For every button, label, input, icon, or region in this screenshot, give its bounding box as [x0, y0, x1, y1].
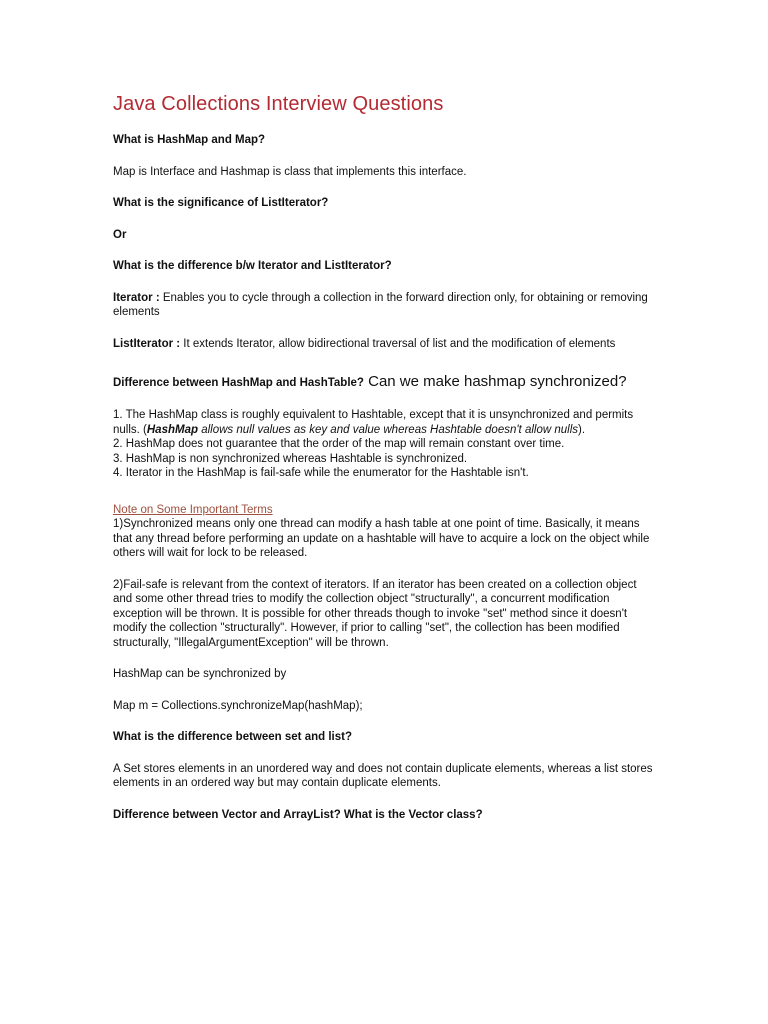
note-heading: Note on Some Important Terms: [113, 503, 273, 516]
note-section: [113, 503, 658, 561]
or-separator: Or: [113, 228, 127, 241]
iterator-definition: [113, 291, 658, 320]
question-listiterator-significance: What is the significance of ListIterator?: [113, 197, 329, 209]
answer-set-vs-list: A Set stores elements in an unordered way and does not contain duplicate elements, whereas a list stores elements in an ordered way but may contain duplicate elements.: [113, 762, 653, 789]
page-title: Java Collections Interview Questions: [113, 93, 444, 115]
question-set-vs-list: What is the difference between set and list?: [113, 731, 352, 743]
differences-list: [113, 408, 658, 481]
difference-point-3: 3. HashMap is non synchronized whereas Hashtable is synchronized.: [113, 452, 468, 465]
iterator-term: Iterator :: [113, 291, 160, 304]
question-hashmap-vs-hashtable-bold: Difference between HashMap and HashTable?: [113, 377, 364, 389]
question-hashmap-synchronized: Can we make hashmap synchronized?: [363, 373, 627, 390]
question-hashmap-vs-hashtable: [113, 373, 658, 391]
point-1-start: 1. The HashMap class is roughly equivalent to Hashtable, except that it is unsynchronized and permits nulls. (: [113, 409, 634, 436]
point-1-italic: allows null values as key and value whereas Hashtable doesn't allow nulls: [198, 423, 578, 436]
point-1-hashmap: HashMap: [146, 423, 198, 436]
listiterator-term: ListIterator :: [113, 337, 181, 350]
difference-point-2: 2. HashMap does not guarantee that the order of the map will remain constant over time.: [113, 438, 565, 450]
listiterator-definition: [113, 337, 658, 352]
point-1-end: ).: [578, 423, 586, 436]
difference-point-4: 4. Iterator in the HashMap is fail-safe while the enumerator for the Hashtable isn't.: [113, 467, 529, 479]
difference-point-1: [113, 408, 658, 437]
document-page: [113, 92, 658, 839]
sync-intro: HashMap can be synchronized by: [113, 668, 287, 680]
iterator-text: Enables you to cycle through a collection in the forward direction only, for obtaining or removing elements: [113, 291, 648, 318]
note-synchronized: 1)Synchronized means only one thread can modify a hash table at one point of time. Basically, it means that any thread before performing an update on a hashtable will have to acquire a lock on the object while others will wait for lock to be released.: [113, 518, 650, 559]
question-iterator-vs-listiterator: What is the difference b/w Iterator and ListIterator?: [113, 260, 392, 272]
sync-code: Map m = Collections.synchronizeMap(hashMap);: [113, 699, 363, 712]
listiterator-text: It extends Iterator, allow bidirectional traversal of list and the modification of elements: [180, 337, 616, 350]
note-fail-safe: 2)Fail-safe is relevant from the context of iterators. If an iterator has been created on a collection object and some other thread tries to modify the collection object "structurally", a concurrent modification exception will be thrown. It is possible for other threads though to invoke "set" method since it doesn't modify the collection "structurally". However, if prior to calling "set", the collection has been modified structurally, "IllegalArgumentException" will be thrown.: [113, 578, 637, 649]
question-vector-vs-arraylist: Difference between Vector and ArrayList? What is the Vector class?: [113, 808, 483, 821]
answer-hashmap-map: Map is Interface and Hashmap is class that implements this interface.: [113, 165, 467, 178]
question-hashmap-map: What is HashMap and Map?: [113, 134, 266, 146]
